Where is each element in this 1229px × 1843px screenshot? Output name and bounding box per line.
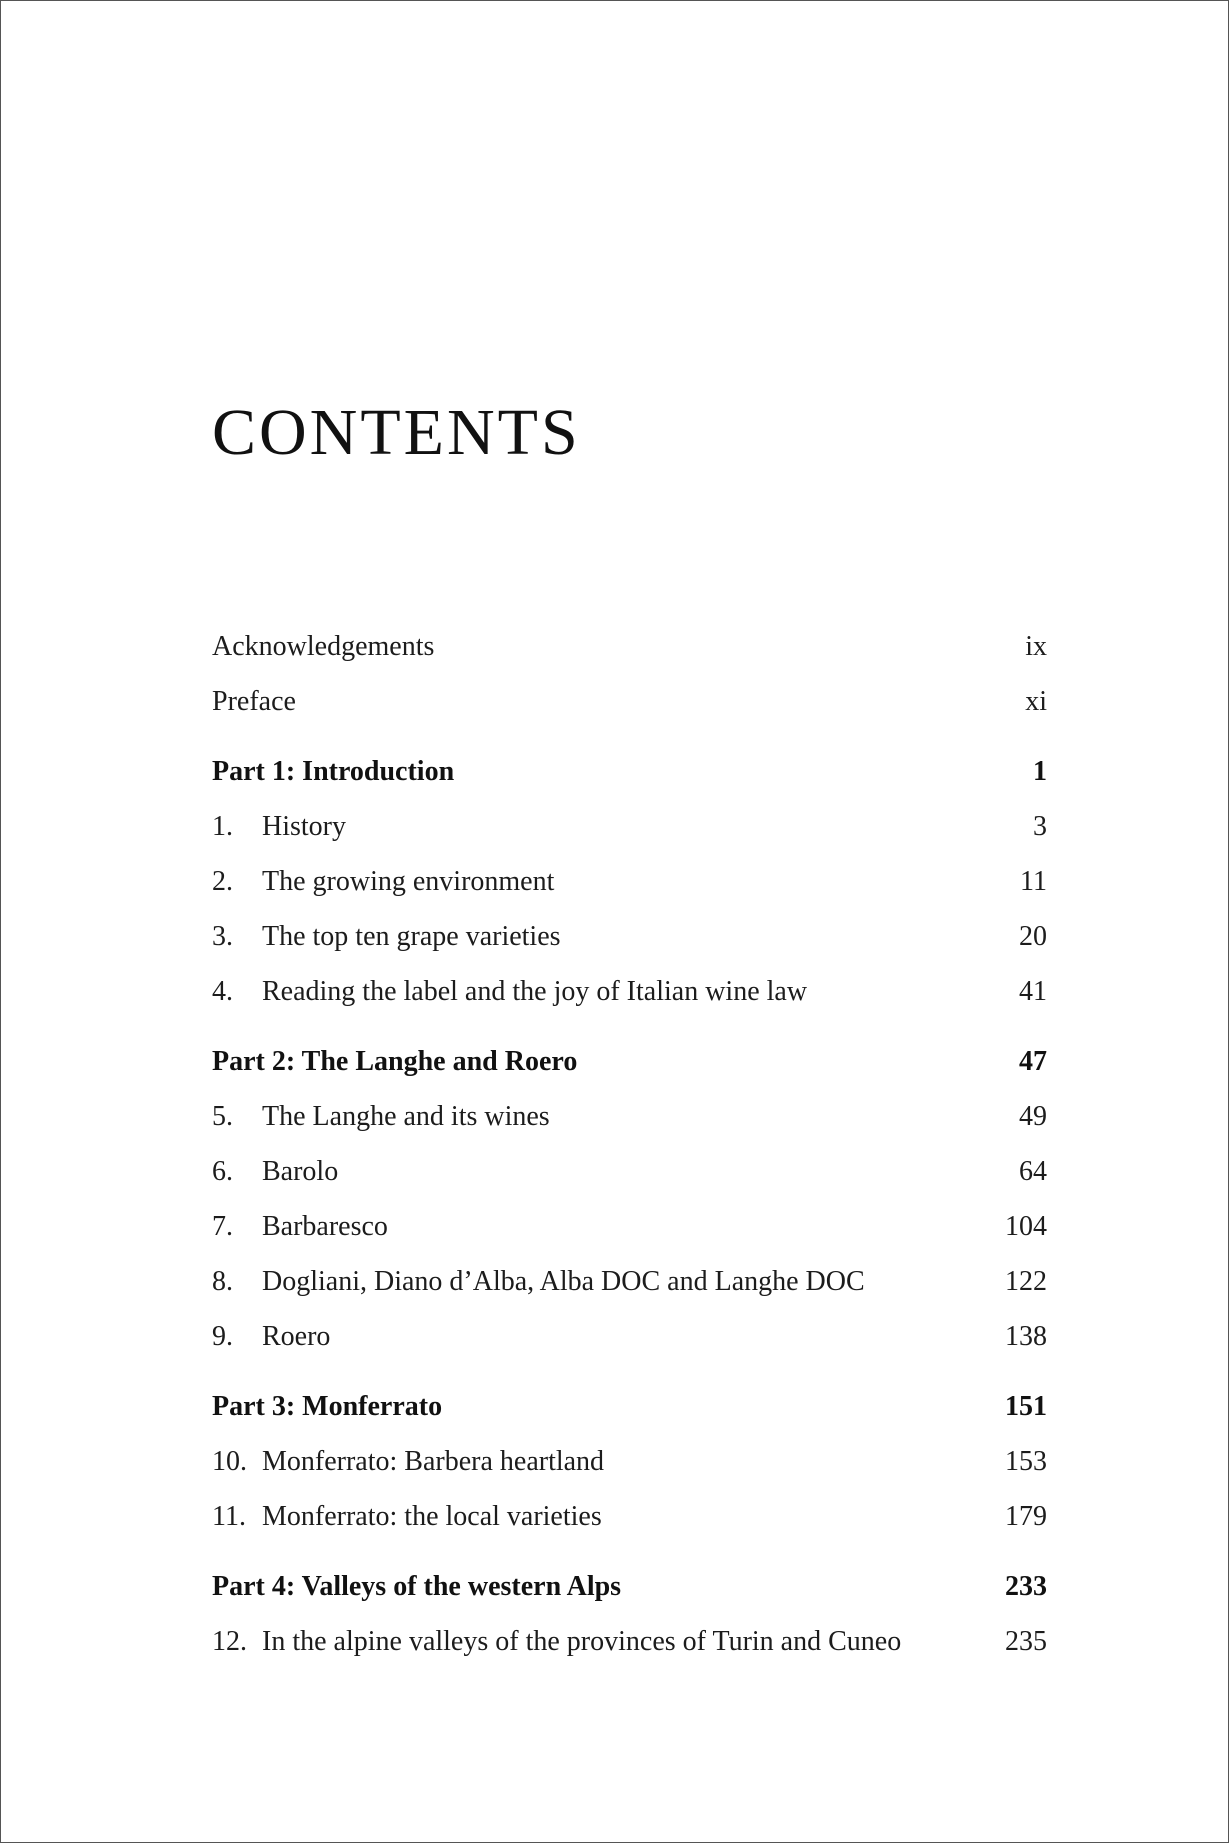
toc-entry-text: Part 4: Valleys of the western Alps — [212, 1571, 622, 1602]
toc-entry-number: 10. — [212, 1446, 247, 1477]
toc-entry-title — [212, 1210, 977, 1244]
toc-entry-text: Monferrato: Barbera heartland — [262, 1446, 605, 1477]
toc-entry-title — [212, 630, 977, 664]
toc-entry-title — [212, 1625, 977, 1659]
toc-entry — [212, 630, 1047, 664]
toc-page-number: 235 — [1005, 1626, 1047, 1657]
toc-entry-text: Dogliani, Diano d’Alba, Alba DOC and Langhe DOC — [262, 1266, 865, 1297]
toc-page-number: 138 — [1005, 1321, 1047, 1352]
toc-entry-number: 6. — [212, 1156, 233, 1187]
toc-entry-number: 3. — [212, 921, 233, 952]
toc-page-number: 179 — [1005, 1501, 1047, 1532]
toc-entry-title — [212, 1500, 977, 1534]
toc-entry-text: Roero — [262, 1321, 331, 1352]
toc-entry-title — [212, 1445, 977, 1479]
toc-entry-title — [212, 1265, 977, 1299]
toc-entry-text: Part 2: The Langhe and Roero — [212, 1046, 578, 1077]
toc-entry — [212, 1100, 1047, 1134]
toc-entry-title — [212, 1100, 977, 1134]
toc-entry — [212, 1445, 1047, 1479]
toc-entry-title — [212, 865, 977, 899]
toc-entry-text: Monferrato: the local varieties — [262, 1501, 602, 1532]
toc-page-number: ix — [1025, 631, 1047, 662]
toc-page-number: 3 — [1033, 811, 1047, 842]
toc-entry-title — [212, 1390, 977, 1424]
toc-entry — [212, 975, 1047, 1009]
toc-entry — [212, 1155, 1047, 1189]
toc-entry-number: 8. — [212, 1266, 233, 1297]
toc-entry-number: 4. — [212, 976, 233, 1007]
toc-entry-text: Preface — [212, 686, 296, 717]
toc-entry — [212, 920, 1047, 954]
toc-part-heading — [212, 1045, 1047, 1079]
toc-entry-title — [212, 810, 977, 844]
toc-page-number: xi — [1025, 686, 1047, 717]
toc-entry-number: 11. — [212, 1501, 246, 1532]
toc-entry — [212, 685, 1047, 719]
toc-part-heading — [212, 1570, 1047, 1604]
toc-entry-text: Part 3: Monferrato — [212, 1391, 443, 1422]
toc-part-heading — [212, 755, 1047, 789]
toc-entry-number: 12. — [212, 1626, 247, 1657]
toc-entry — [212, 810, 1047, 844]
toc-entry-title — [212, 755, 977, 789]
toc-page-number: 47 — [1019, 1046, 1047, 1077]
toc-page-number: 122 — [1005, 1266, 1047, 1297]
toc-page-number: 1 — [1033, 756, 1047, 787]
toc-entry-title — [212, 685, 977, 719]
toc-entry-title — [212, 975, 977, 1009]
toc-entry-text: Reading the label and the joy of Italian wine law — [262, 976, 808, 1007]
toc-entry-text: The Langhe and its wines — [262, 1101, 550, 1132]
toc-entry-text: The top ten grape varieties — [262, 921, 561, 952]
toc-page-number: 64 — [1019, 1156, 1047, 1187]
toc-entry-number: 5. — [212, 1101, 233, 1132]
toc-entry-title — [212, 1570, 977, 1604]
toc-entry-number: 7. — [212, 1211, 233, 1242]
toc-entry — [212, 1625, 1047, 1659]
toc-entry-number: 1. — [212, 811, 233, 842]
toc-entry-title — [212, 1155, 977, 1189]
toc-entry-title — [212, 1320, 977, 1354]
toc-page-number: 41 — [1019, 976, 1047, 1007]
toc-entry-number: 9. — [212, 1321, 233, 1352]
toc-entry — [212, 1320, 1047, 1354]
toc-entry-text: Barolo — [262, 1156, 339, 1187]
toc-entry-text: History — [262, 811, 346, 842]
toc-entry-text: The growing environment — [262, 866, 555, 897]
toc-entry-number: 2. — [212, 866, 233, 897]
toc-entry-title — [212, 1045, 977, 1079]
page-title: CONTENTS — [212, 396, 581, 469]
toc-page-number: 20 — [1019, 921, 1047, 952]
toc-entry — [212, 1210, 1047, 1244]
toc-entry-text: Acknowledgements — [212, 631, 435, 662]
toc-entry — [212, 1265, 1047, 1299]
toc-page-number: 151 — [1005, 1391, 1047, 1422]
toc-entry-title — [212, 920, 977, 954]
toc-page-number: 49 — [1019, 1101, 1047, 1132]
toc-entry — [212, 865, 1047, 899]
toc-page-number: 233 — [1005, 1571, 1047, 1602]
toc-page-number: 11 — [1020, 866, 1047, 897]
toc-page-number: 104 — [1005, 1211, 1047, 1242]
toc-entry-text: Part 1: Introduction — [212, 756, 455, 787]
toc-entry — [212, 1500, 1047, 1534]
toc-entry-text: Barbaresco — [262, 1211, 388, 1242]
toc-entry-text: In the alpine valleys of the provinces of Turin and Cuneo — [262, 1626, 902, 1657]
toc-part-heading — [212, 1390, 1047, 1424]
toc-page-number: 153 — [1005, 1446, 1047, 1477]
